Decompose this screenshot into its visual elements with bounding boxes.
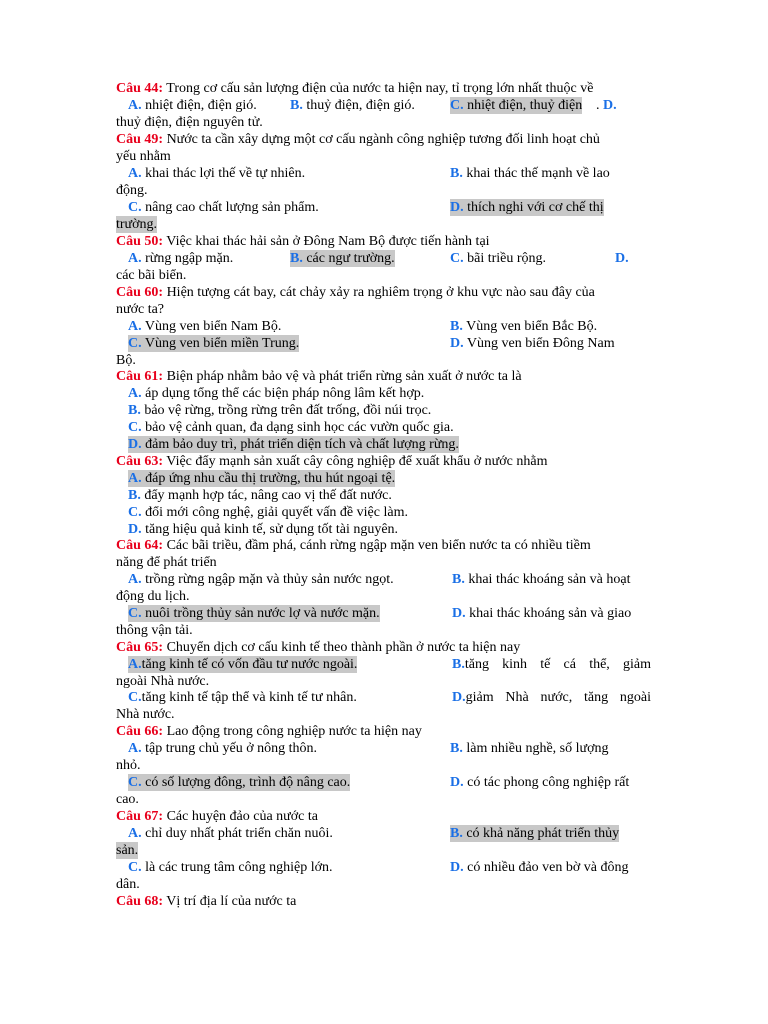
text-segment (116, 757, 141, 774)
text-run: đáp ứng nhu cầu thị trường, thu hút ngoại tệ. (141, 471, 396, 486)
text-run: Việc khai thác hải sản ở Đông Nam Bộ được tiến hành tại (163, 234, 490, 249)
text-run: nuôi trồng thủy sản nước lợ và nước mặn. (141, 606, 380, 621)
text-segment (116, 216, 157, 233)
text-run: nhỏ. (116, 758, 141, 773)
text-run: Vùng ven biển miền Trung. (141, 336, 300, 351)
text-run: có khả năng phát triển thủy (462, 826, 620, 841)
option-letter: A. (128, 572, 142, 587)
option-letter: A. (128, 98, 142, 113)
option-letter: B. (290, 98, 303, 113)
question-label: Câu 67: (116, 809, 164, 824)
text-run: có số lượng đông, trình độ nâng cao. (141, 775, 351, 790)
text-line (116, 131, 651, 148)
question-label: Câu 49: (116, 132, 164, 147)
text-line (116, 80, 651, 97)
text-run: tăng kinh tế cá thể, giảm (464, 657, 651, 672)
text-line (116, 301, 651, 318)
question-label: Câu 44: (116, 81, 164, 96)
answer-option (452, 689, 651, 706)
question (116, 723, 422, 740)
option-letter: A. (128, 251, 142, 266)
answer-option (615, 250, 629, 267)
text-line (116, 352, 651, 369)
answer-option (128, 859, 333, 876)
answer-option (452, 571, 630, 588)
answer-option (128, 487, 392, 504)
text-line (116, 876, 651, 893)
text-run: tăng kinh tế tập thể và kinh tế tư nhân. (141, 690, 357, 705)
text-segment (116, 301, 164, 318)
question (116, 368, 522, 385)
text-run: là các trung tâm công nghiệp lớn. (141, 860, 333, 875)
option-line (128, 605, 651, 622)
text-run: nước ta? (116, 302, 165, 317)
answer-option (128, 689, 357, 706)
text-run: thích nghi với cơ chế thị (463, 200, 604, 215)
question-label: Câu 50: (116, 234, 164, 249)
answer-option (452, 605, 631, 622)
text-run: nhiệt điện, thuỷ điện (463, 98, 583, 113)
text-run: Bộ. (116, 353, 136, 368)
text-run: Chuyển dịch cơ cấu kinh tế theo thành phần ở nước ta hiện nay (163, 640, 521, 655)
answer-option (450, 740, 608, 757)
answer-option (128, 199, 319, 216)
text-segment (116, 842, 138, 859)
text-run: năng để phát triển (116, 555, 217, 570)
question-label: Câu 64: (116, 538, 164, 553)
answer-option (128, 656, 357, 673)
text-line (116, 757, 651, 774)
answer-option (128, 504, 408, 521)
text-line (116, 706, 651, 723)
question (116, 453, 547, 470)
text-segment (116, 267, 186, 284)
text-line (116, 842, 651, 859)
text-line (116, 723, 651, 740)
text-run: có nhiều đảo ven bờ và đông (463, 860, 629, 875)
text-segment (596, 97, 617, 114)
text-run: rừng ngập mặn. (141, 251, 234, 266)
text-segment (116, 114, 263, 131)
text-run: đẩy mạnh hợp tác, nâng cao vị thế đất nước. (140, 488, 392, 503)
answer-option (128, 571, 394, 588)
text-line (116, 554, 651, 571)
text-line (116, 588, 651, 605)
option-letter: A. (128, 471, 142, 486)
text-run: làm nhiều nghề, số lượng (462, 741, 609, 756)
answer-option (128, 825, 333, 842)
option-letter: A. (128, 386, 142, 401)
text-run: trường. (116, 217, 158, 232)
answer-option (128, 250, 233, 267)
text-run: bãi triều rộng. (463, 251, 547, 266)
text-line (116, 639, 651, 656)
text-run: Vùng ven biển Nam Bộ. (141, 319, 282, 334)
text-run: đổi mới công nghệ, giải quyết vấn đề việc làm. (141, 505, 408, 520)
text-run: khai thác lợi thế về tự nhiên. (141, 166, 306, 181)
option-line (128, 689, 651, 706)
text-run: ngoài Nhà nước. (116, 674, 210, 689)
text-run: thuỷ điện, điện gió. (302, 98, 415, 113)
option-letter: B. (450, 826, 463, 841)
text-line (116, 791, 651, 808)
option-letter: C. (128, 860, 142, 875)
option-line (128, 825, 651, 842)
option-letter: C. (128, 200, 142, 215)
option-letter: D. (450, 775, 464, 790)
text-segment (116, 673, 209, 690)
text-line (116, 216, 651, 233)
answer-option (128, 470, 395, 487)
answer-option (450, 199, 604, 216)
option-letter: C. (450, 98, 464, 113)
question-label: Câu 68: (116, 894, 164, 909)
text-run: Các huyện đảo của nước ta (163, 809, 318, 824)
text-run: dân. (116, 877, 140, 892)
text-run: thuỷ điện, điện nguyên tử. (116, 115, 263, 130)
text-run: cao. (116, 792, 139, 807)
option-letter: D. (603, 98, 617, 113)
option-letter: C. (128, 505, 142, 520)
text-run: nâng cao chất lượng sản phẩm. (141, 200, 319, 215)
option-letter: A. (128, 166, 142, 181)
text-segment (116, 148, 171, 165)
option-line (128, 571, 651, 588)
text-run: khai thác khoáng sản và hoạt (464, 572, 631, 587)
option-letter: D. (128, 522, 142, 537)
question (116, 233, 490, 250)
option-line (128, 199, 651, 216)
answer-option (128, 774, 350, 791)
option-letter: B. (290, 251, 303, 266)
answer-option (450, 97, 582, 114)
text-line (116, 368, 651, 385)
text-run: động. (116, 183, 148, 198)
answer-option (450, 825, 619, 842)
text-run: đảm bảo duy trì, phát triển diện tích và chất lượng rừng. (141, 437, 459, 452)
text-run: Các bãi triều, đầm phá, cánh rừng ngập mặn ven biển nước ta có nhiều tiềm (163, 538, 591, 553)
question (116, 537, 591, 554)
option-letter: A. (128, 826, 142, 841)
option-letter: B. (450, 741, 463, 756)
question (116, 80, 593, 97)
question (116, 131, 600, 148)
text-run: thông vận tải. (116, 623, 193, 638)
text-line (116, 808, 651, 825)
option-line (128, 402, 651, 419)
question-label: Câu 65: (116, 640, 164, 655)
text-segment (116, 554, 217, 571)
option-letter: B. (450, 166, 463, 181)
text-run: tăng hiệu quả kinh tế, sử dụng tốt tài nguyên. (141, 522, 399, 537)
text-segment (116, 182, 148, 199)
text-run: . (596, 98, 603, 113)
answer-option (450, 318, 597, 335)
text-run: Hiện tượng cát bay, cát chảy xảy ra nghiêm trọng ở khu vực nào sau đây của (163, 285, 595, 300)
answer-option (450, 774, 629, 791)
answer-option (128, 165, 305, 182)
text-line (116, 537, 651, 554)
text-line (116, 148, 651, 165)
option-letter: D. (450, 860, 464, 875)
text-line (116, 233, 651, 250)
answer-option (128, 436, 459, 453)
text-line (116, 453, 651, 470)
answer-option (128, 335, 299, 352)
option-letter: C. (450, 251, 464, 266)
text-run: Vùng ven biển Bắc Bộ. (462, 319, 598, 334)
option-line (128, 436, 651, 453)
text-run: Vị trí địa lí của nước ta (163, 894, 297, 909)
text-segment (116, 352, 136, 369)
text-segment (116, 622, 193, 639)
answer-option (290, 250, 395, 267)
option-letter: C. (128, 775, 142, 790)
option-line (128, 385, 651, 402)
text-run: tập trung chủ yếu ở nông thôn. (141, 741, 318, 756)
text-run: bảo vệ rừng, trồng rừng trên đất trống, đồi núi trọc. (140, 403, 432, 418)
answer-option (128, 318, 281, 335)
option-letter: D. (128, 437, 142, 452)
text-run: có tác phong công nghiệp rất (463, 775, 630, 790)
text-segment (116, 791, 139, 808)
question (116, 284, 595, 301)
text-segment (116, 876, 140, 893)
option-letter: D. (452, 606, 466, 621)
option-letter: D. (615, 251, 629, 266)
option-letter: B. (452, 657, 465, 672)
text-run: nhiệt điện, điện gió. (141, 98, 257, 113)
text-run: sản. (116, 843, 139, 858)
option-letter: B. (128, 488, 141, 503)
text-run: bảo vệ cảnh quan, đa dạng sinh học các vườn quốc gia. (141, 420, 454, 435)
question (116, 893, 296, 910)
option-letter: B. (450, 319, 463, 334)
text-run: khai thác khoáng sản và giao (465, 606, 632, 621)
text-run: khai thác thế mạnh về lao (462, 166, 610, 181)
text-run: Trong cơ cấu sản lượng điện của nước ta hiện nay, tỉ trọng lớn nhất thuộc về (163, 81, 594, 96)
option-letter: C. (128, 336, 142, 351)
option-letter: C. (128, 606, 142, 621)
option-line (128, 859, 651, 876)
question-label: Câu 63: (116, 454, 164, 469)
answer-option (128, 402, 431, 419)
option-letter: A. (128, 657, 142, 672)
text-segment (116, 588, 190, 605)
text-line (116, 893, 651, 910)
option-line (128, 419, 651, 436)
text-run: các bãi biển. (116, 268, 187, 283)
text-run: Biện pháp nhằm bảo vệ và phát triển rừng sản xuất ở nước ta là (163, 369, 522, 384)
answer-option (450, 165, 610, 182)
option-letter: B. (452, 572, 465, 587)
text-line (116, 114, 651, 131)
text-run: tăng kinh tế có vốn đầu tư nước ngoài. (141, 657, 358, 672)
answer-option (128, 385, 424, 402)
option-line (128, 504, 651, 521)
text-segment (116, 706, 175, 723)
answer-option (128, 419, 454, 436)
text-run: Nước ta cần xây dựng một cơ cấu ngành công nghiệp tương đối linh hoạt chủ (163, 132, 600, 147)
option-line (128, 335, 651, 352)
text-line (116, 673, 651, 690)
text-run: trồng rừng ngập mặn và thủy sản nước ngọt. (141, 572, 394, 587)
option-line (128, 165, 651, 182)
option-letter: C. (128, 420, 142, 435)
answer-option (450, 250, 546, 267)
option-letter: C. (128, 690, 142, 705)
answer-option (128, 740, 317, 757)
text-line (116, 284, 651, 301)
text-run: chỉ duy nhất phát triển chăn nuôi. (141, 826, 333, 841)
answer-option (452, 656, 651, 673)
answer-option (290, 97, 415, 114)
option-letter: A. (128, 741, 142, 756)
text-run: giảm Nhà nước, tăng ngoài (465, 690, 651, 705)
question-label: Câu 66: (116, 724, 164, 739)
option-line (128, 774, 651, 791)
text-run: Vùng ven biển Đông Nam (463, 336, 615, 351)
answer-option (450, 859, 629, 876)
answer-option (128, 605, 380, 622)
question-label: Câu 61: (116, 369, 164, 384)
question-label: Câu 60: (116, 285, 164, 300)
text-line (116, 622, 651, 639)
answer-option (128, 521, 398, 538)
text-run: áp dụng tổng thể các biện pháp nông lâm kết hợp. (141, 386, 425, 401)
text-run: động du lịch. (116, 589, 190, 604)
text-run: Việc đẩy mạnh sản xuất cây công nghiệp để xuất khẩu ở nước nhằm (163, 454, 548, 469)
option-line (128, 250, 651, 267)
option-letter: D. (450, 336, 464, 351)
option-letter: B. (128, 403, 141, 418)
question (116, 639, 520, 656)
question (116, 808, 318, 825)
text-run: các ngư trường. (302, 251, 395, 266)
option-line (128, 470, 651, 487)
option-line (128, 656, 651, 673)
text-run: Lao động trong công nghiệp nước ta hiện nay (163, 724, 422, 739)
option-line (128, 97, 651, 114)
text-line (116, 267, 651, 284)
answer-option (450, 335, 615, 352)
text-line (116, 182, 651, 199)
option-line (128, 740, 651, 757)
option-line (128, 487, 651, 504)
text-run: yếu nhằm (116, 149, 171, 164)
option-letter: D. (450, 200, 464, 215)
option-line (128, 318, 651, 335)
answer-option (128, 97, 257, 114)
option-line (128, 521, 651, 538)
text-run: Nhà nước. (116, 707, 175, 722)
option-letter: D. (452, 690, 466, 705)
option-letter: A. (128, 319, 142, 334)
